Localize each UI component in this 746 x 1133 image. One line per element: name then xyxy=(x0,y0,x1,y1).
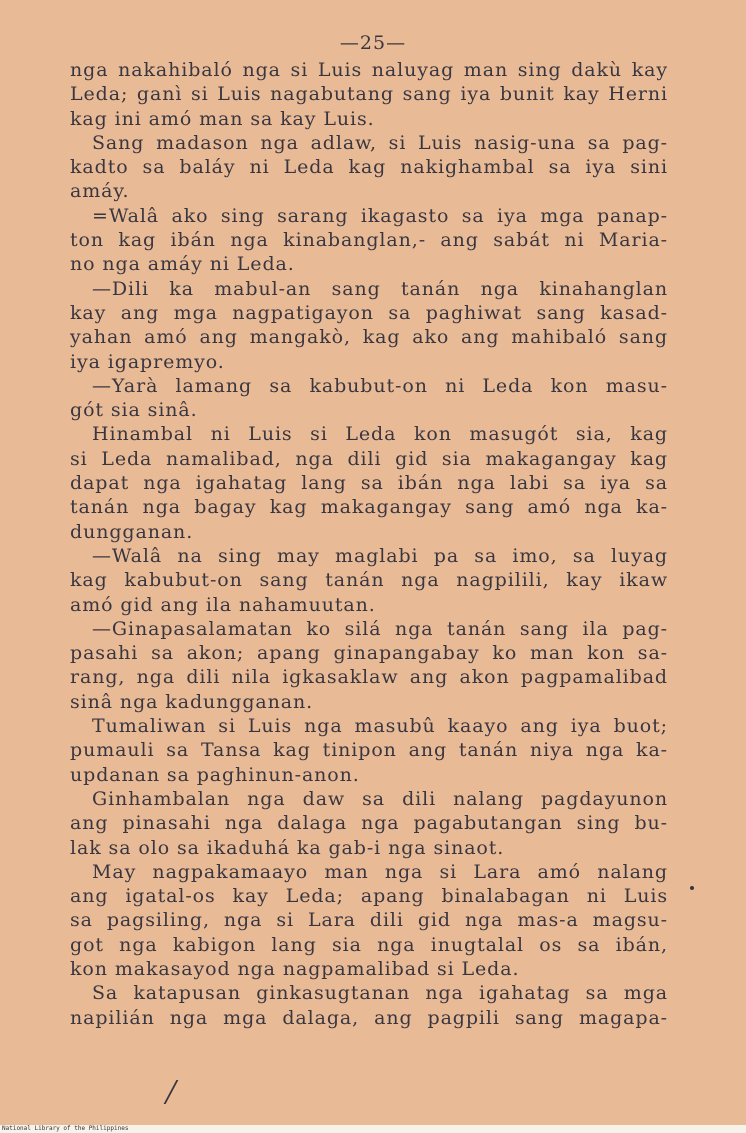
text-line: yahan amó ang mangakò, kag ako ang mahibaló sang xyxy=(70,326,668,349)
text-line: Leda; ganì si Luis nagabutang sang iya bunit kay Herni xyxy=(70,83,668,106)
text-line: si Leda namalibad, nga dili gid sia makagangay kag xyxy=(70,447,668,470)
text-line: dapat nga igahatag lang sa ibán nga labi sa iya sa xyxy=(70,472,668,495)
text-line: Ginhambalan nga daw sa dili nalang pagdayunon xyxy=(92,787,668,810)
body-text xyxy=(70,58,668,1030)
page-number: —25— xyxy=(339,32,407,54)
text-line: pasahi sa akon; apang ginapangabay ko man kon sa- xyxy=(70,642,668,665)
text-line: —Yarà lamang sa kabubut-on ni Leda kon masu- xyxy=(92,374,668,397)
text-line: ang igatal-os kay Leda; apang binalabagan ni Luis xyxy=(70,885,668,908)
text-line: kay ang mga nagpatigayon sa paghiwat sang kasad- xyxy=(70,301,668,324)
text-line: kadto sa baláy ni Leda kag nakighambal sa iya sini xyxy=(70,156,668,179)
text-line: gót sia sinâ. xyxy=(70,399,198,422)
text-line: amáy. xyxy=(70,180,130,203)
text-line: iya igapremyo. xyxy=(70,350,225,373)
text-line: updanan sa paghinun-anon. xyxy=(70,763,360,786)
text-line: May nagpakamaayo man nga si Lara amó nalang xyxy=(92,860,668,883)
footer-credit: National Library of the Philippines xyxy=(0,1125,746,1133)
text-line: amó gid ang ila nahamuutan. xyxy=(70,593,376,616)
text-line: sa pagsiling, nga si Lara dili gid nga mas-a magsu- xyxy=(70,909,668,932)
text-line: =Walâ ako sing sarang ikagasto sa iya mga panap- xyxy=(92,204,668,227)
text-line: tanán nga bagay kag makagangay sang amó nga ka- xyxy=(70,496,668,519)
text-line: sinâ nga kadungganan. xyxy=(70,690,314,713)
text-line: napilián nga mga dalaga, ang pagpili sang magapa- xyxy=(70,1006,668,1029)
text-line: —Ginapasalamatan ko silá nga tanán sang ila pag- xyxy=(92,617,668,640)
text-line: ton kag ibán nga kinabanglan,- ang sabát ni Maria- xyxy=(70,229,668,252)
text-line: —Dili ka mabul-an sang tanán nga kinahanglan xyxy=(92,277,668,300)
text-line: no nga amáy ni Leda. xyxy=(70,253,295,276)
text-line: kon makasayod nga nagpamalibad si Leda. xyxy=(70,957,520,980)
text-line: Sa katapusan ginkasugtanan nga igahatag sa mga xyxy=(92,982,668,1005)
text-line: pumauli sa Tansa kag tinipon ang tanán niya nga ka- xyxy=(70,739,668,762)
text-line: ang pinasahi nga dalaga nga pagabutangan sing bu- xyxy=(70,812,668,835)
text-line: lak sa olo sa ikaduhá ka gab-i nga sinaot. xyxy=(70,836,505,859)
ink-speck xyxy=(690,886,694,890)
text-line: Hinambal ni Luis si Leda kon masugót sia, kag xyxy=(92,423,668,446)
text-line: Tumaliwan si Luis nga masubû kaayo ang iya buot; xyxy=(92,715,668,738)
text-line: rang, nga dili nila igkasaklaw ang akon pagpamalibad xyxy=(70,666,668,689)
text-line: kag kabubut-on sang tanán nga nagpilili, kay ikaw xyxy=(70,569,668,592)
text-line: dungganan. xyxy=(70,520,194,543)
text-line: got nga kabigon lang sia nga inugtalal os sa ibán, xyxy=(70,933,668,956)
text-line: nga nakahibaló nga si Luis naluyag man sing dakù kay xyxy=(70,59,668,81)
text-line: Sang madason nga adlaw, si Luis nasig-una sa pag- xyxy=(92,131,668,154)
text-line: —Walâ na sing may maglabi pa sa imo, sa luyag xyxy=(92,544,668,567)
text-line: kag ini amó man sa kay Luis. xyxy=(70,107,375,130)
pencil-mark xyxy=(164,1080,193,1104)
